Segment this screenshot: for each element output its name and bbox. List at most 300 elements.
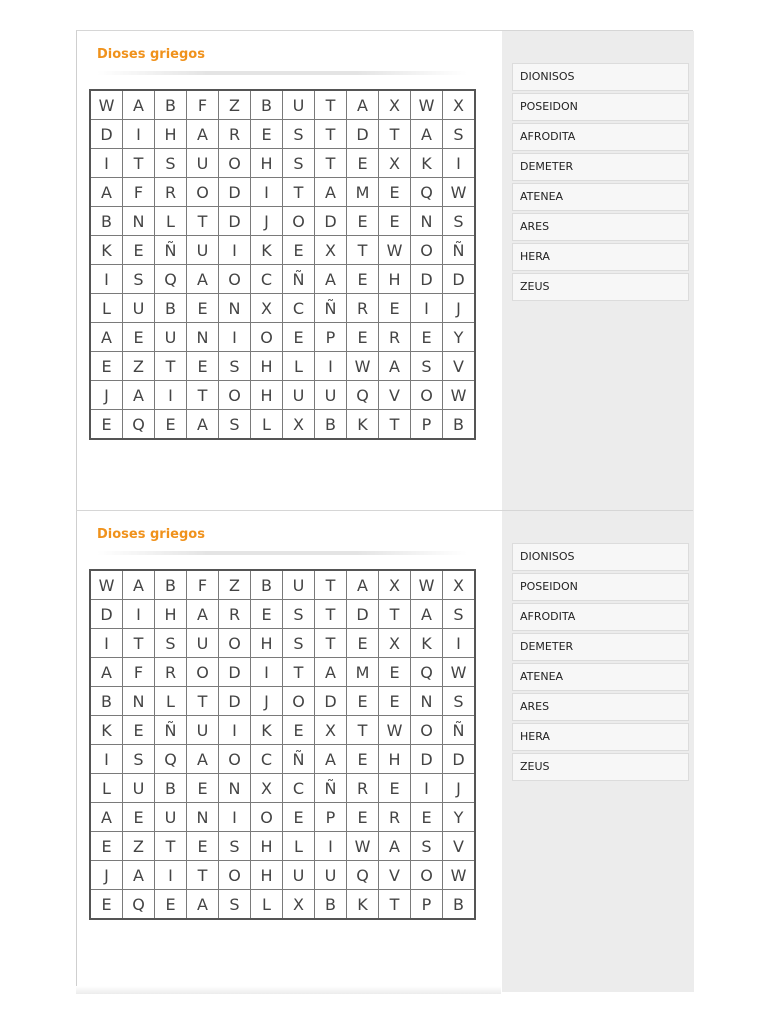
grid-cell[interactable]: D	[347, 600, 379, 629]
grid-cell[interactable]: H	[251, 352, 283, 381]
grid-cell[interactable]: O	[219, 629, 251, 658]
grid-cell[interactable]: W	[379, 236, 411, 265]
grid-cell[interactable]: O	[219, 861, 251, 890]
grid-cell[interactable]: T	[123, 149, 155, 178]
grid-cell[interactable]: A	[187, 120, 219, 149]
grid-cell[interactable]: A	[123, 861, 155, 890]
grid-cell[interactable]: L	[155, 207, 187, 236]
grid-cell[interactable]: A	[90, 323, 123, 352]
grid-cell[interactable]: P	[315, 803, 347, 832]
grid-cell[interactable]: A	[187, 410, 219, 440]
grid-cell[interactable]: Ñ	[443, 716, 476, 745]
grid-cell[interactable]: A	[123, 90, 155, 120]
grid-cell[interactable]: J	[443, 294, 476, 323]
grid-cell[interactable]: Ñ	[315, 294, 347, 323]
grid-cell[interactable]: Z	[123, 352, 155, 381]
grid-cell[interactable]: F	[123, 658, 155, 687]
grid-cell[interactable]: Ñ	[155, 716, 187, 745]
grid-cell[interactable]: E	[123, 803, 155, 832]
grid-cell[interactable]: J	[443, 774, 476, 803]
grid-cell[interactable]: A	[315, 658, 347, 687]
grid-cell[interactable]: O	[219, 381, 251, 410]
grid-cell[interactable]: A	[347, 90, 379, 120]
grid-cell[interactable]: Ñ	[283, 745, 315, 774]
grid-cell[interactable]: Q	[123, 890, 155, 920]
grid-cell[interactable]: K	[411, 149, 443, 178]
grid-cell[interactable]: E	[379, 658, 411, 687]
grid-cell[interactable]: S	[283, 600, 315, 629]
grid-cell[interactable]: X	[379, 90, 411, 120]
grid-cell[interactable]: D	[411, 265, 443, 294]
grid-cell[interactable]: H	[251, 861, 283, 890]
grid-cell[interactable]: D	[90, 120, 123, 149]
grid-cell[interactable]: U	[315, 381, 347, 410]
grid-cell[interactable]: F	[123, 178, 155, 207]
grid-cell[interactable]: U	[187, 629, 219, 658]
grid-cell[interactable]: B	[315, 890, 347, 920]
grid-cell[interactable]: O	[411, 236, 443, 265]
grid-cell[interactable]: E	[347, 265, 379, 294]
grid-cell[interactable]: E	[283, 716, 315, 745]
grid-cell[interactable]: P	[315, 323, 347, 352]
grid-cell[interactable]: N	[123, 207, 155, 236]
grid-cell[interactable]: C	[283, 294, 315, 323]
grid-cell[interactable]: T	[187, 861, 219, 890]
grid-cell[interactable]: B	[155, 90, 187, 120]
word-item: ZEUS	[512, 273, 689, 301]
grid-cell[interactable]: E	[90, 410, 123, 440]
grid-cell[interactable]: T	[315, 600, 347, 629]
grid-cell[interactable]: S	[443, 600, 476, 629]
grid-cell[interactable]: D	[90, 600, 123, 629]
grid-cell[interactable]: N	[411, 207, 443, 236]
grid-cell[interactable]: U	[123, 294, 155, 323]
grid-cell[interactable]: T	[315, 120, 347, 149]
grid-cell[interactable]: C	[251, 265, 283, 294]
grid-row	[90, 861, 475, 890]
grid-cell[interactable]: O	[251, 323, 283, 352]
grid-cell[interactable]: T	[379, 410, 411, 440]
grid-cell[interactable]: S	[443, 687, 476, 716]
grid-cell[interactable]: E	[379, 207, 411, 236]
grid-cell[interactable]: A	[123, 570, 155, 600]
grid-cell[interactable]: O	[219, 265, 251, 294]
grid-cell[interactable]: E	[379, 178, 411, 207]
grid-cell[interactable]: I	[219, 803, 251, 832]
grid-cell[interactable]: V	[443, 352, 476, 381]
grid-cell[interactable]: N	[219, 294, 251, 323]
grid-cell[interactable]: E	[251, 600, 283, 629]
grid-cell[interactable]: J	[90, 381, 123, 410]
grid-cell[interactable]: E	[379, 294, 411, 323]
grid-cell[interactable]: E	[411, 803, 443, 832]
grid-cell[interactable]: E	[283, 323, 315, 352]
grid-cell[interactable]: T	[187, 687, 219, 716]
grid-cell[interactable]: E	[283, 803, 315, 832]
grid-cell[interactable]: H	[379, 265, 411, 294]
grid-cell[interactable]: E	[283, 236, 315, 265]
grid-cell[interactable]: E	[347, 687, 379, 716]
grid-cell[interactable]: L	[283, 352, 315, 381]
grid-cell[interactable]: Ñ	[155, 236, 187, 265]
grid-cell[interactable]: M	[347, 658, 379, 687]
grid-cell[interactable]: D	[315, 207, 347, 236]
grid-cell[interactable]: N	[123, 687, 155, 716]
grid-cell[interactable]: S	[219, 352, 251, 381]
grid-cell[interactable]: H	[251, 149, 283, 178]
grid-cell[interactable]: E	[347, 207, 379, 236]
grid-cell[interactable]: O	[411, 716, 443, 745]
grid-cell[interactable]: T	[155, 832, 187, 861]
grid-cell[interactable]: U	[155, 323, 187, 352]
grid-cell[interactable]: T	[315, 570, 347, 600]
grid-cell[interactable]: V	[379, 861, 411, 890]
grid-cell[interactable]: I	[411, 774, 443, 803]
grid-cell[interactable]: B	[315, 410, 347, 440]
grid-cell[interactable]: B	[155, 774, 187, 803]
word-list	[512, 543, 689, 783]
grid-cell[interactable]: Z	[219, 570, 251, 600]
grid-cell[interactable]: W	[90, 90, 123, 120]
grid-cell[interactable]: E	[347, 803, 379, 832]
grid-cell[interactable]: B	[155, 570, 187, 600]
grid-cell[interactable]: A	[347, 570, 379, 600]
grid-cell[interactable]: T	[379, 890, 411, 920]
grid-cell[interactable]: E	[123, 716, 155, 745]
grid-cell[interactable]: A	[315, 178, 347, 207]
grid-cell[interactable]: B	[90, 687, 123, 716]
grid-cell[interactable]: Q	[155, 745, 187, 774]
grid-cell[interactable]: A	[90, 658, 123, 687]
grid-cell[interactable]: L	[90, 774, 123, 803]
grid-cell[interactable]: W	[411, 570, 443, 600]
grid-cell[interactable]: O	[411, 861, 443, 890]
grid-cell[interactable]: V	[443, 832, 476, 861]
grid-cell[interactable]: O	[219, 745, 251, 774]
grid-cell[interactable]: E	[187, 774, 219, 803]
grid-cell[interactable]: S	[283, 120, 315, 149]
grid-cell[interactable]: L	[90, 294, 123, 323]
grid-cell[interactable]: U	[187, 716, 219, 745]
grid-cell[interactable]: N	[219, 774, 251, 803]
grid-cell[interactable]: B	[251, 570, 283, 600]
word-item: AFRODITA	[512, 123, 689, 151]
grid-cell[interactable]: F	[187, 570, 219, 600]
grid-cell[interactable]: I	[251, 658, 283, 687]
grid-cell[interactable]: X	[443, 570, 476, 600]
grid-cell[interactable]: A	[90, 803, 123, 832]
grid-cell[interactable]: A	[315, 265, 347, 294]
grid-cell[interactable]: S	[123, 265, 155, 294]
grid-cell[interactable]: R	[219, 600, 251, 629]
grid-cell[interactable]: I	[155, 861, 187, 890]
grid-cell[interactable]: E	[123, 323, 155, 352]
grid-cell[interactable]: X	[379, 629, 411, 658]
page-bottom-shadow	[76, 986, 501, 994]
grid-cell[interactable]: E	[155, 890, 187, 920]
grid-cell[interactable]: T	[315, 629, 347, 658]
grid-cell[interactable]: O	[219, 149, 251, 178]
grid-cell[interactable]: B	[155, 294, 187, 323]
grid-cell[interactable]: E	[379, 687, 411, 716]
grid-cell[interactable]: W	[347, 352, 379, 381]
grid-cell[interactable]: E	[347, 745, 379, 774]
grid-cell[interactable]: I	[90, 629, 123, 658]
grid-cell[interactable]: U	[283, 861, 315, 890]
grid-cell[interactable]: I	[90, 265, 123, 294]
grid-cell[interactable]: I	[123, 120, 155, 149]
grid-cell[interactable]: U	[283, 381, 315, 410]
grid-cell[interactable]: Z	[219, 90, 251, 120]
grid-cell[interactable]: A	[187, 745, 219, 774]
grid-cell[interactable]: R	[219, 120, 251, 149]
grid-cell[interactable]: E	[90, 352, 123, 381]
grid-cell[interactable]: J	[251, 207, 283, 236]
grid-cell[interactable]: Ñ	[283, 265, 315, 294]
grid-cell[interactable]: O	[251, 803, 283, 832]
grid-cell[interactable]: E	[123, 236, 155, 265]
grid-cell[interactable]: T	[379, 600, 411, 629]
grid-cell[interactable]: Q	[123, 410, 155, 440]
grid-cell[interactable]: W	[443, 861, 476, 890]
grid-cell[interactable]: W	[411, 90, 443, 120]
grid-cell[interactable]: D	[219, 178, 251, 207]
grid-cell[interactable]: A	[187, 600, 219, 629]
grid-cell[interactable]: S	[219, 890, 251, 920]
grid-cell[interactable]: I	[443, 149, 476, 178]
grid-cell[interactable]: T	[123, 629, 155, 658]
grid-cell[interactable]: S	[443, 207, 476, 236]
grid-cell[interactable]: B	[90, 207, 123, 236]
grid-cell[interactable]: J	[251, 687, 283, 716]
grid-cell[interactable]: Z	[123, 832, 155, 861]
grid-cell[interactable]: T	[283, 658, 315, 687]
grid-cell[interactable]: T	[155, 352, 187, 381]
grid-row	[90, 90, 475, 120]
grid-cell[interactable]: E	[90, 890, 123, 920]
grid-row	[90, 236, 475, 265]
grid-cell[interactable]: I	[443, 629, 476, 658]
grid-cell[interactable]: R	[379, 803, 411, 832]
grid-cell[interactable]: H	[155, 600, 187, 629]
grid-cell[interactable]: E	[251, 120, 283, 149]
grid-cell[interactable]: U	[283, 570, 315, 600]
grid-cell[interactable]: E	[347, 629, 379, 658]
grid-cell[interactable]: Q	[347, 861, 379, 890]
grid-cell[interactable]: S	[155, 629, 187, 658]
grid-cell[interactable]: H	[251, 381, 283, 410]
grid-cell[interactable]: E	[187, 294, 219, 323]
grid-cell[interactable]: R	[155, 178, 187, 207]
grid-cell[interactable]: K	[411, 629, 443, 658]
grid-cell[interactable]: L	[251, 410, 283, 440]
grid-cell[interactable]: U	[123, 774, 155, 803]
grid-cell[interactable]: P	[411, 890, 443, 920]
grid-cell[interactable]: L	[283, 832, 315, 861]
grid-cell[interactable]: V	[379, 381, 411, 410]
grid-cell[interactable]: E	[155, 410, 187, 440]
grid-cell[interactable]: N	[187, 803, 219, 832]
grid-cell[interactable]: K	[347, 410, 379, 440]
grid-cell[interactable]: O	[283, 687, 315, 716]
grid-cell[interactable]: X	[315, 236, 347, 265]
grid-cell[interactable]: W	[443, 381, 476, 410]
grid-cell[interactable]: I	[411, 294, 443, 323]
grid-cell[interactable]: D	[219, 687, 251, 716]
grid-cell[interactable]: T	[379, 120, 411, 149]
grid-cell[interactable]: E	[347, 323, 379, 352]
grid-cell[interactable]: A	[187, 265, 219, 294]
grid-cell[interactable]: Ñ	[443, 236, 476, 265]
grid-cell[interactable]: I	[219, 236, 251, 265]
grid-cell[interactable]: E	[379, 774, 411, 803]
grid-cell[interactable]: S	[411, 352, 443, 381]
grid-cell[interactable]: S	[443, 120, 476, 149]
grid-cell[interactable]: Y	[443, 323, 476, 352]
grid-cell[interactable]: X	[379, 570, 411, 600]
grid-cell[interactable]: H	[379, 745, 411, 774]
grid-cell[interactable]: W	[347, 832, 379, 861]
grid-cell[interactable]: C	[251, 745, 283, 774]
grid-cell[interactable]: I	[90, 149, 123, 178]
grid-cell[interactable]: X	[283, 890, 315, 920]
grid-cell[interactable]: B	[251, 90, 283, 120]
grid-cell[interactable]: J	[90, 861, 123, 890]
grid-cell[interactable]: I	[123, 600, 155, 629]
grid-cell[interactable]: W	[90, 570, 123, 600]
grid-cell[interactable]: X	[379, 149, 411, 178]
grid-cell[interactable]: T	[187, 207, 219, 236]
grid-cell[interactable]: N	[411, 687, 443, 716]
grid-cell[interactable]: R	[347, 294, 379, 323]
grid-cell[interactable]: O	[411, 381, 443, 410]
grid-cell[interactable]: D	[347, 120, 379, 149]
grid-cell[interactable]: S	[219, 410, 251, 440]
grid-cell[interactable]: A	[411, 600, 443, 629]
grid-cell[interactable]: A	[187, 890, 219, 920]
grid-cell[interactable]: Ñ	[315, 774, 347, 803]
grid-cell[interactable]: W	[379, 716, 411, 745]
grid-cell[interactable]: Q	[155, 265, 187, 294]
grid-cell[interactable]: S	[155, 149, 187, 178]
grid-cell[interactable]: K	[347, 890, 379, 920]
grid-cell[interactable]: S	[411, 832, 443, 861]
grid-cell[interactable]: D	[219, 207, 251, 236]
grid-cell[interactable]: W	[443, 658, 476, 687]
grid-cell[interactable]: U	[187, 149, 219, 178]
grid-cell[interactable]: U	[155, 803, 187, 832]
grid-cell[interactable]: C	[283, 774, 315, 803]
grid-cell[interactable]: E	[90, 832, 123, 861]
grid-cell[interactable]: L	[251, 890, 283, 920]
grid-cell[interactable]: T	[347, 236, 379, 265]
grid-cell[interactable]: E	[347, 149, 379, 178]
grid-cell[interactable]: K	[251, 716, 283, 745]
grid-cell[interactable]: D	[219, 658, 251, 687]
grid-cell[interactable]: I	[315, 352, 347, 381]
grid-cell[interactable]: X	[443, 90, 476, 120]
grid-cell[interactable]: K	[251, 236, 283, 265]
grid-cell[interactable]: D	[315, 687, 347, 716]
grid-cell[interactable]: U	[283, 90, 315, 120]
grid-cell[interactable]: D	[411, 745, 443, 774]
grid-cell[interactable]: U	[315, 861, 347, 890]
grid-cell[interactable]: M	[347, 178, 379, 207]
grid-cell[interactable]: R	[347, 774, 379, 803]
grid-cell[interactable]: A	[315, 745, 347, 774]
grid-cell[interactable]: N	[187, 323, 219, 352]
grid-cell[interactable]: D	[443, 745, 476, 774]
grid-cell[interactable]: I	[219, 323, 251, 352]
grid-cell[interactable]: S	[219, 832, 251, 861]
grid-cell[interactable]: X	[251, 774, 283, 803]
grid-cell[interactable]: B	[443, 890, 476, 920]
grid-cell[interactable]: S	[123, 745, 155, 774]
grid-cell[interactable]: T	[283, 178, 315, 207]
grid-cell[interactable]: B	[443, 410, 476, 440]
grid-cell[interactable]: Y	[443, 803, 476, 832]
grid-cell[interactable]: R	[379, 323, 411, 352]
grid-cell[interactable]: F	[187, 90, 219, 120]
grid-cell[interactable]: W	[443, 178, 476, 207]
grid-cell[interactable]: L	[155, 687, 187, 716]
grid-cell[interactable]: I	[90, 745, 123, 774]
grid-cell[interactable]: T	[315, 149, 347, 178]
grid-cell[interactable]: I	[219, 716, 251, 745]
grid-cell[interactable]: A	[411, 120, 443, 149]
grid-cell[interactable]: T	[347, 716, 379, 745]
grid-cell[interactable]: D	[443, 265, 476, 294]
grid-cell[interactable]: T	[187, 381, 219, 410]
grid-cell[interactable]: E	[187, 352, 219, 381]
grid-cell[interactable]: T	[315, 90, 347, 120]
grid-cell[interactable]: Q	[411, 178, 443, 207]
grid-cell[interactable]: X	[251, 294, 283, 323]
grid-cell[interactable]: X	[315, 716, 347, 745]
word-item: HERA	[512, 243, 689, 271]
grid-cell[interactable]: K	[90, 236, 123, 265]
grid-cell[interactable]: O	[283, 207, 315, 236]
grid-cell[interactable]: A	[379, 352, 411, 381]
grid-cell[interactable]: H	[251, 629, 283, 658]
grid-row	[90, 832, 475, 861]
grid-cell[interactable]: E	[187, 832, 219, 861]
grid-cell[interactable]: A	[90, 178, 123, 207]
word-item: ZEUS	[512, 753, 689, 781]
grid-cell[interactable]: E	[411, 323, 443, 352]
grid-cell[interactable]: A	[123, 381, 155, 410]
grid-cell[interactable]: Q	[347, 381, 379, 410]
grid-cell[interactable]: I	[251, 178, 283, 207]
grid-cell[interactable]: U	[187, 236, 219, 265]
grid-cell[interactable]: H	[155, 120, 187, 149]
grid-cell[interactable]: R	[155, 658, 187, 687]
grid-row	[90, 716, 475, 745]
grid-cell[interactable]: O	[187, 178, 219, 207]
grid-cell[interactable]: I	[315, 832, 347, 861]
grid-cell[interactable]: I	[155, 381, 187, 410]
grid-cell[interactable]: K	[90, 716, 123, 745]
grid-cell[interactable]: X	[283, 410, 315, 440]
grid-cell[interactable]: H	[251, 832, 283, 861]
grid-cell[interactable]: O	[187, 658, 219, 687]
grid-cell[interactable]: P	[411, 410, 443, 440]
grid-cell[interactable]: A	[379, 832, 411, 861]
grid-cell[interactable]: S	[283, 149, 315, 178]
word-item: DEMETER	[512, 633, 689, 661]
grid-cell[interactable]: Q	[411, 658, 443, 687]
grid-cell[interactable]: S	[283, 629, 315, 658]
